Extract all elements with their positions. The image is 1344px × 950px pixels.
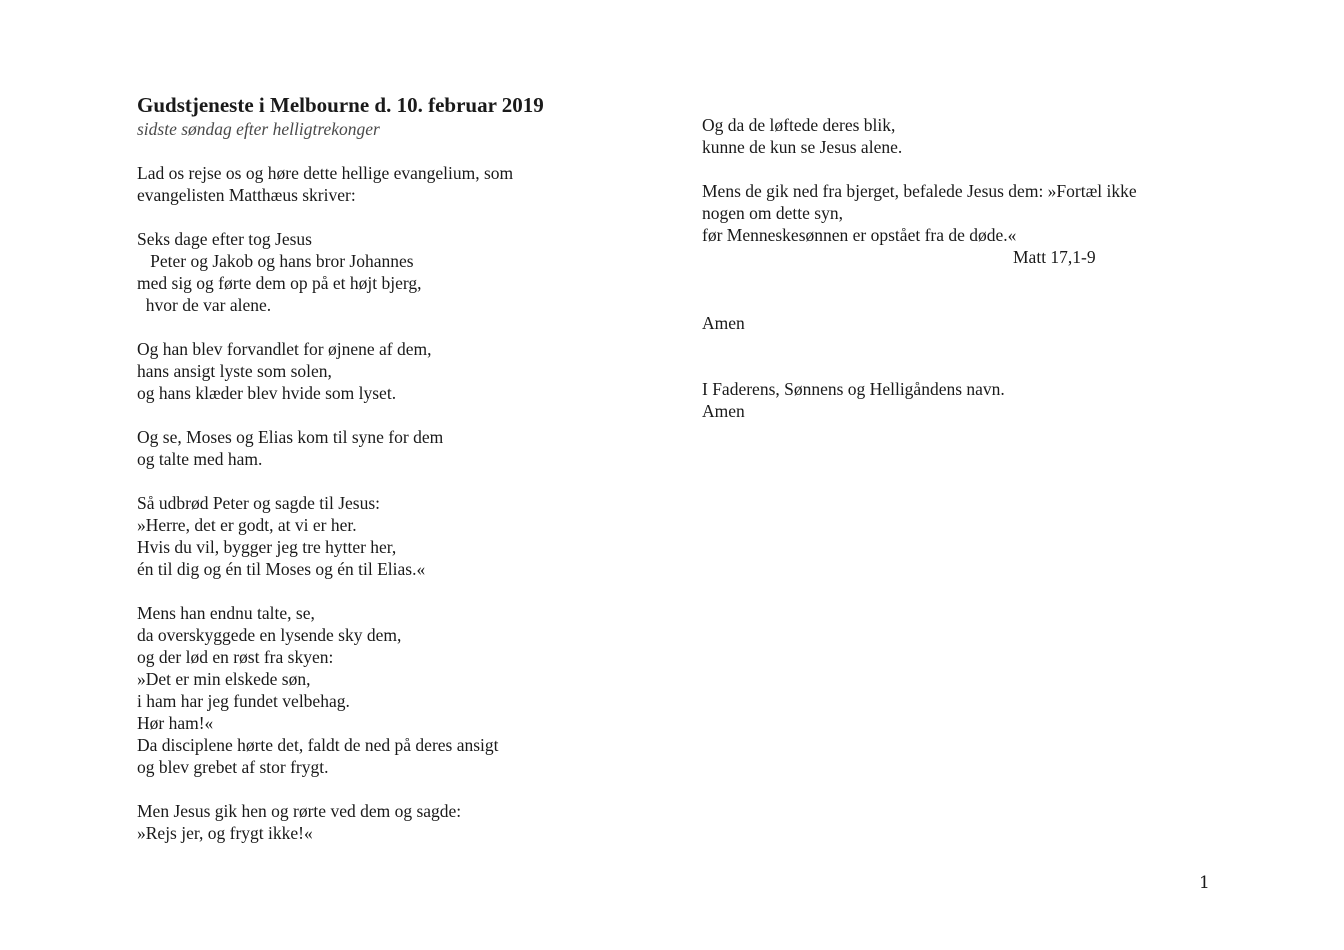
text-line: Og se, Moses og Elias kom til syne for dem: [137, 427, 444, 447]
page-number: 1: [1199, 873, 1210, 893]
text-line: »Rejs jer, og frygt ikke!«: [137, 823, 313, 843]
text-line: Så udbrød Peter og sagde til Jesus:: [137, 493, 381, 513]
intro-paragraph: [137, 162, 657, 206]
gospel-stanza-7: [702, 114, 1222, 158]
text-line: Peter og Jakob og hans bror Johannes: [137, 251, 414, 271]
text-line: evangelisten Matthæus skriver:: [137, 185, 356, 205]
right-column: [702, 114, 1222, 422]
text-line: »Det er min elskede søn,: [137, 669, 311, 689]
gospel-stanza-1: [137, 228, 657, 316]
text-line: og hans klæder blev hvide som lyset.: [137, 383, 397, 403]
text-line: Lad os rejse os og høre dette hellige evangelium, som: [137, 163, 514, 183]
text-line: da overskyggede en lysende sky dem,: [137, 625, 402, 645]
document-subtitle: sidste søndag efter helligtrekonger: [137, 119, 380, 139]
text-line: Da disciplene hørte det, faldt de ned på deres ansigt: [137, 735, 499, 755]
gospel-stanza-4: [137, 492, 657, 580]
text-line: én til dig og én til Moses og én til Elias.«: [137, 559, 426, 579]
scripture-reference: Matt 17,1-9: [1013, 247, 1096, 267]
text-line: og talte med ham.: [137, 449, 263, 469]
gospel-stanza-6: [137, 800, 657, 844]
gospel-stanza-3: [137, 426, 657, 470]
left-column: [137, 92, 657, 866]
amen-line: Amen: [702, 313, 745, 333]
text-line: kunne de kun se Jesus alene.: [702, 137, 903, 157]
amen-line: Amen: [702, 401, 745, 421]
text-line: »Herre, det er godt, at vi er her.: [137, 515, 357, 535]
text-line: Og han blev forvandlet for øjnene af dem,: [137, 339, 432, 359]
document-title: Gudstjeneste i Melbourne d. 10. februar 2019: [137, 93, 544, 117]
text-line: og blev grebet af stor frygt.: [137, 757, 329, 777]
text-line: Hør ham!«: [137, 713, 214, 733]
text-line: Seks dage efter tog Jesus: [137, 229, 312, 249]
spacer: [702, 268, 1222, 312]
text-line: i ham har jeg fundet velbehag.: [137, 691, 350, 711]
text-line: Mens de gik ned fra bjerget, befalede Jesus dem: »Fortæl ikke: [702, 181, 1137, 201]
spacer: [702, 334, 1222, 378]
gospel-stanza-8: [702, 180, 1222, 268]
blessing-line: I Faderens, Sønnens og Helligåndens navn.: [702, 379, 1005, 399]
text-line: Og da de løftede deres blik,: [702, 115, 896, 135]
text-line: og der lød en røst fra skyen:: [137, 647, 334, 667]
gospel-stanza-5: [137, 602, 657, 778]
text-line: Men Jesus gik hen og rørte ved dem og sagde:: [137, 801, 462, 821]
text-line: nogen om dette syn,: [702, 203, 843, 223]
text-line: før Menneskesønnen er opstået fra de døde.«: [702, 225, 1017, 245]
text-line: hvor de var alene.: [137, 295, 272, 315]
text-line: hans ansigt lyste som solen,: [137, 361, 332, 381]
text-line: med sig og førte dem op på et højt bjerg,: [137, 273, 422, 293]
text-line: Mens han endnu talte, se,: [137, 603, 315, 623]
text-line: Hvis du vil, bygger jeg tre hytter her,: [137, 537, 397, 557]
gospel-stanza-2: [137, 338, 657, 404]
